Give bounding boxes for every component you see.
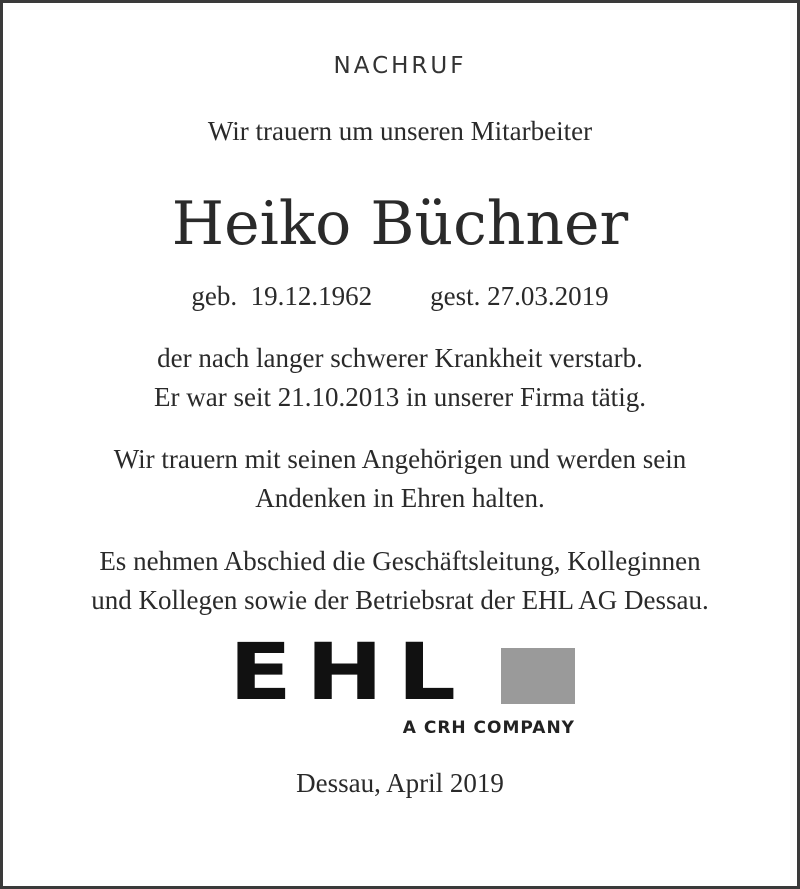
text-line: und Kollegen sowie der Betriebsrat der EHL AG Dessau. <box>91 585 709 615</box>
paragraph-illness <box>23 339 777 417</box>
logo-tagline: A CRH COMPANY <box>402 718 575 738</box>
text-line: Er war seit 21.10.2013 in unserer Firma tätig. <box>154 382 646 412</box>
deceased-name: Heiko Büchner <box>171 189 629 259</box>
notice-heading: NACHRUF <box>333 53 467 79</box>
death-date: gest. 27.03.2019 <box>430 281 609 311</box>
intro-line: Wir trauern um unseren Mitarbeiter <box>207 116 593 146</box>
logo-wordmark: EHL <box>229 628 471 718</box>
text-line: Wir trauern mit seinen Angehörigen und werden sein <box>113 444 687 474</box>
paragraph-farewell <box>23 542 777 620</box>
logo-square-icon <box>501 648 575 704</box>
paragraph-condolence <box>23 440 777 518</box>
text-line: Es nehmen Abschied die Geschäftsleitung, Kolleginnen <box>99 546 701 576</box>
place-date: Dessau, April 2019 <box>296 768 504 798</box>
ehl-logo <box>229 628 579 746</box>
birth-date: geb. 19.12.1962 <box>191 281 373 311</box>
text-line: der nach langer schwerer Krankheit verstarb. <box>157 343 643 373</box>
life-dates <box>3 281 797 312</box>
text-line: Andenken in Ehren halten. <box>255 483 545 513</box>
